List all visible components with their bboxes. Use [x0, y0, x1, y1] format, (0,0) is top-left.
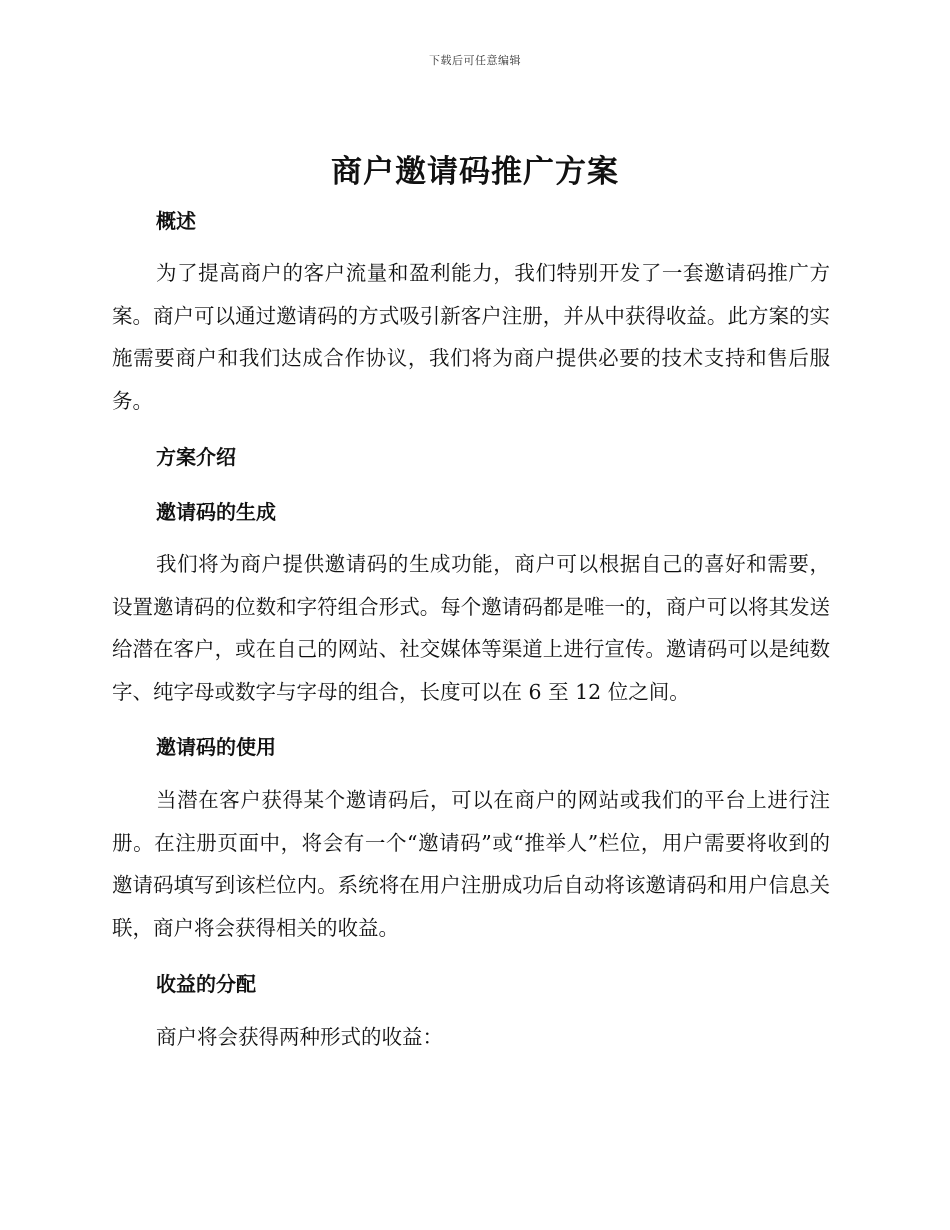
section-paragraph-overview: 为了提高商户的客户流量和盈利能力，我们特别开发了一套邀请码推广方案。商户可以通过邀请码的方式吸引新客户注册，并从中获得收益。此方案的实施需要商户和我们达成合作协议，我们将为商户提供必要的技术支持和售后服务。	[112, 261, 830, 413]
section-heading-plan-intro: 方案介绍	[156, 445, 236, 469]
page-header-note: 下载后可任意编辑	[429, 54, 521, 67]
section-heading-overview: 概述	[156, 209, 196, 233]
section-paragraph-code-usage: 当潜在客户获得某个邀请码后，可以在商户的网站或我们的平台上进行注册。在注册页面中，将会有一个“邀请码”或“推举人”栏位，用户需要将收到的邀请码填写到该栏位内。系统将在用户注册成功后自动将该邀请码和用户信息关联，商户将会获得相关的收益。	[112, 788, 830, 940]
document-title: 商户邀请码推广方案	[331, 154, 619, 190]
section-heading-revenue-distribution: 收益的分配	[156, 972, 256, 996]
section-paragraph-code-generation: 我们将为商户提供邀请码的生成功能，商户可以根据自己的喜好和需要，设置邀请码的位数和字符组合形式。每个邀请码都是唯一的，商户可以将其发送给潜在客户，或在自己的网站、社交媒体等渠道上进行宣传。邀请码可以是纯数字、纯字母或数字与字母的组合，长度可以在 6 至 12 位之间。	[112, 552, 830, 704]
section-paragraph-revenue-distribution: 商户将会获得两种形式的收益：	[156, 1025, 443, 1049]
section-heading-code-generation: 邀请码的生成	[156, 500, 276, 524]
section-heading-code-usage: 邀请码的使用	[156, 735, 276, 759]
